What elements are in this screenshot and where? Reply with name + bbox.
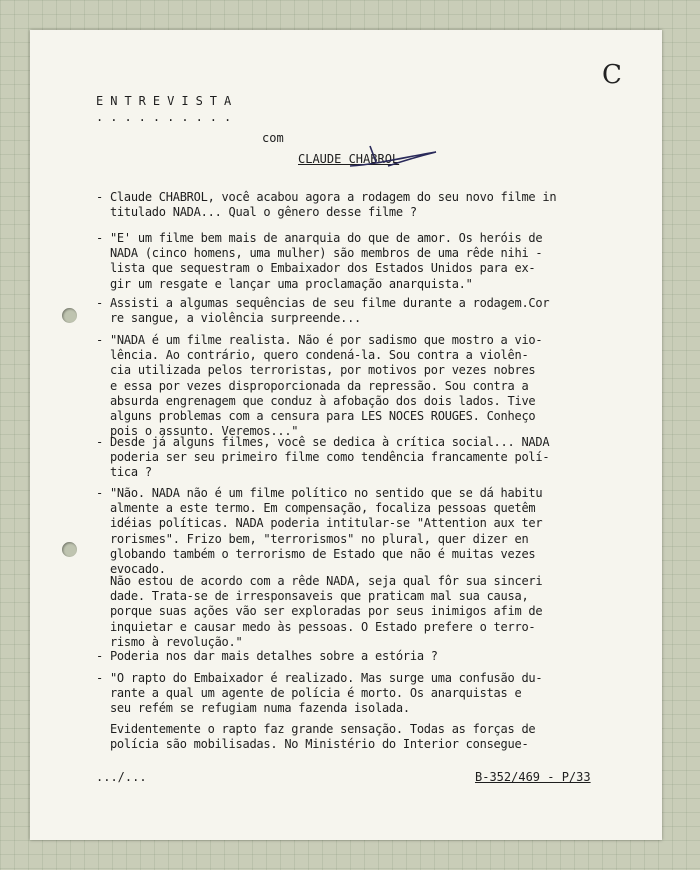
document-reference: B-352/469 - P/33 (475, 770, 591, 784)
answer-3-continued: Não estou de acordo com a rêde NADA, seja qual fôr sua sinceri dade. Trata-se de irresponsaveis que praticam mal sua causa, porque suas ações vão ser exploradas por seus inimigos afim de inquietar e causar medo às pessoas. O Estado prefere o terro- rismo à revolução." (109, 574, 543, 649)
answer-4-continued: Evidentemente o rapto faz grande sensação. Todas as forças de polícia são mobilisadas. No Ministério do Interior consegue- (109, 722, 536, 752)
header-dots: .......... (96, 110, 239, 124)
question-3: - Desde já alguns filmes, você se dedica à crítica social... NADA poderia ser seu primeiro filme como tendência francamente polí- tica ? (96, 435, 550, 480)
interviewee-name: CLAUDE CHABROL (298, 152, 400, 166)
question-1: - Claude CHABROL, você acabou agora a rodagem do seu novo filme in titulado NADA... Qual o gênero desse filme ? (96, 190, 557, 220)
header-com: com (262, 131, 284, 145)
answer-2: - "NADA é um filme realista. Não é por sadismo que mostro a vio- lência. Ao contrário, quero condená-la. Sou contra a violên- cia utilizada pelos terroristas, por motivos por vezes nobres e essa por vezes disproporcionada da repressão. Sou contra a absurda engrenagem que conduz à afobação dos dois lados. Tive alguns problemas com a censura para LES NOCES ROUGES. Conheço pois o assunto. Veremos..." (96, 333, 543, 439)
header-title: ENTREVISTA (96, 94, 239, 108)
continued-marker: .../... (96, 770, 147, 784)
answer-1: - "E' um filme bem mais de anarquia do que de amor. Os heróis de NADA (cinco homens, uma mulher) são membros de uma rêde nihi - lista que sequestram o Embaixador dos Estados Unidos para ex- gir um resgate e lançar uma proclamação anarquista." (96, 231, 543, 291)
pen-scribble-icon (330, 142, 440, 172)
document-page (30, 30, 662, 840)
punch-hole-top (62, 308, 77, 323)
corner-handwritten-mark: C (602, 60, 622, 90)
punch-hole-bottom (62, 542, 77, 557)
answer-3: - "Não. NADA não é um filme político no sentido que se dá habitu almente a este termo. Em compensação, focaliza pessoas quetêm idéias políticas. NADA poderia intitular-se "Attention aux ter rorismes". Frizo bem, "terrorismos" no plural, quer dizer en globando também o terrorismo de Estado que não é muitas vezes evocado. (96, 486, 543, 577)
question-2: - Assisti a algumas sequências de seu filme durante a rodagem.Cor re sangue, a violência surpreende... (96, 296, 550, 326)
question-4: - Poderia nos dar mais detalhes sobre a estória ? (96, 649, 438, 663)
answer-4: - "O rapto do Embaixador é realizado. Mas surge uma confusão du- rante a qual um agente de polícia é morto. Os anarquistas e seu refém se refugiam numa fazenda isolada. (96, 671, 543, 716)
